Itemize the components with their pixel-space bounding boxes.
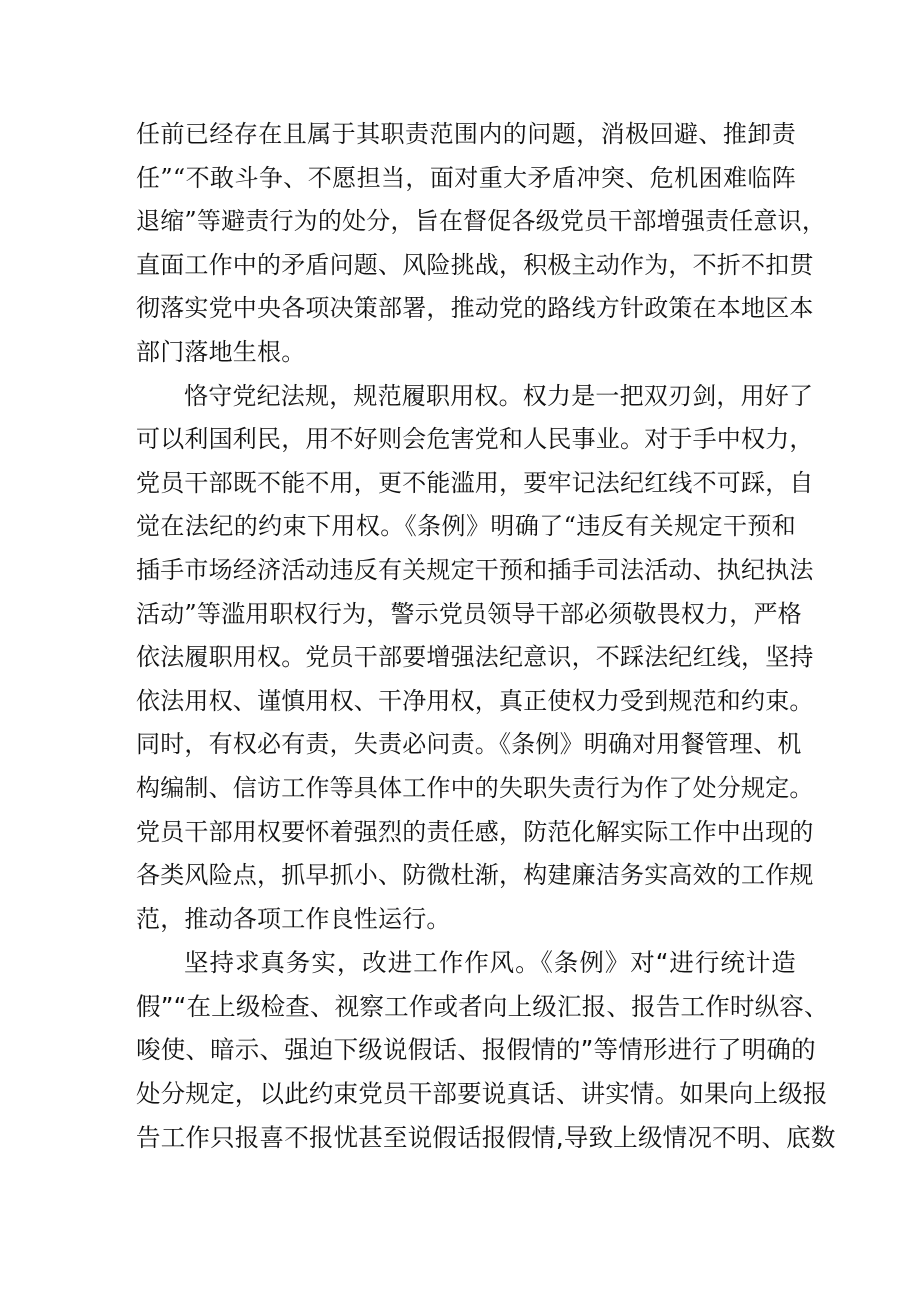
text-line: 党员干部既不能不用，更不能滥用，要牢记法纪红线不可踩，自	[136, 468, 814, 497]
text-line: 各类风险点，抓早抓小、防微杜渐，构建廉洁务实高效的工作规	[136, 861, 814, 890]
text-line: 告工作只报喜不报忧甚至说假话报假情,导致上级情况不明、底数	[136, 1122, 836, 1152]
text-line: 同时，有权必有责，失责必问责。《条例》明确对用餐管理、机	[136, 730, 802, 759]
paragraph-work-style	[136, 941, 836, 1159]
text-line: 依法用权、谨慎用权、干净用权，真正使权力受到规范和约束。	[136, 686, 814, 715]
document-body	[136, 113, 836, 1159]
text-line: 范，推动各项工作良性运行。	[136, 904, 451, 933]
text-line: 唆使、暗示、强迫下级说假话、报假情的”等情形进行了明确的	[136, 1035, 816, 1065]
text-line: 处分规定，以此约束党员干部要说真话、讲实情。如果向上级报	[136, 1079, 828, 1109]
text-line: 依法履职用权。党员干部要增强法纪意识，不踩法纪红线，坚持	[136, 643, 814, 672]
text-line: 插手市场经济活动违反有关规定干预和插手司法活动、执纪执法	[136, 555, 814, 584]
paragraph-power	[136, 375, 814, 942]
text-line: 觉在法纪的约束下用权。《条例》明确了“违反有关规定干预和	[136, 512, 796, 541]
text-line: 坚持求真务实，改进工作作风。《条例》对“进行统计造	[184, 948, 796, 978]
text-line: 构编制、信访工作等具体工作中的失职失责行为作了处分规定。	[136, 773, 814, 802]
text-line: 恪守党纪法规，规范履职用权。权力是一把双刃剑，用好了	[184, 381, 814, 410]
text-line: 彻落实党中央各项决策部署，推动党的路线方针政策在本地区本	[136, 294, 814, 323]
text-line: 任”“不敢斗争、不愿担当，面对重大矛盾冲突、危机困难临阵	[136, 163, 796, 192]
text-line: 活动”等滥用职权行为，警示党员领导干部必须敬畏权力，严格	[136, 599, 802, 628]
text-line: 假”“在上级检查、视察工作或者向上级汇报、报告工作时纵容、	[136, 991, 829, 1021]
text-line: 直面工作中的矛盾问题、风险挑战，积极主动作为，不折不扣贯	[136, 250, 814, 279]
text-line: 党员干部用权要怀着强烈的责任感，防范化解实际工作中出现的	[136, 817, 814, 846]
text-line: 可以利国利民，用不好则会危害党和人民事业。对于手中权力，	[136, 425, 814, 454]
text-line: 任前已经存在且属于其职责范围内的问题，消极回避、推卸责	[136, 120, 796, 148]
text-line: 退缩”等避责行为的处分，旨在督促各级党员干部增强责任意识，	[136, 207, 827, 236]
text-line: 部门落地生根。	[136, 337, 306, 366]
paragraph-responsibility	[136, 113, 827, 375]
